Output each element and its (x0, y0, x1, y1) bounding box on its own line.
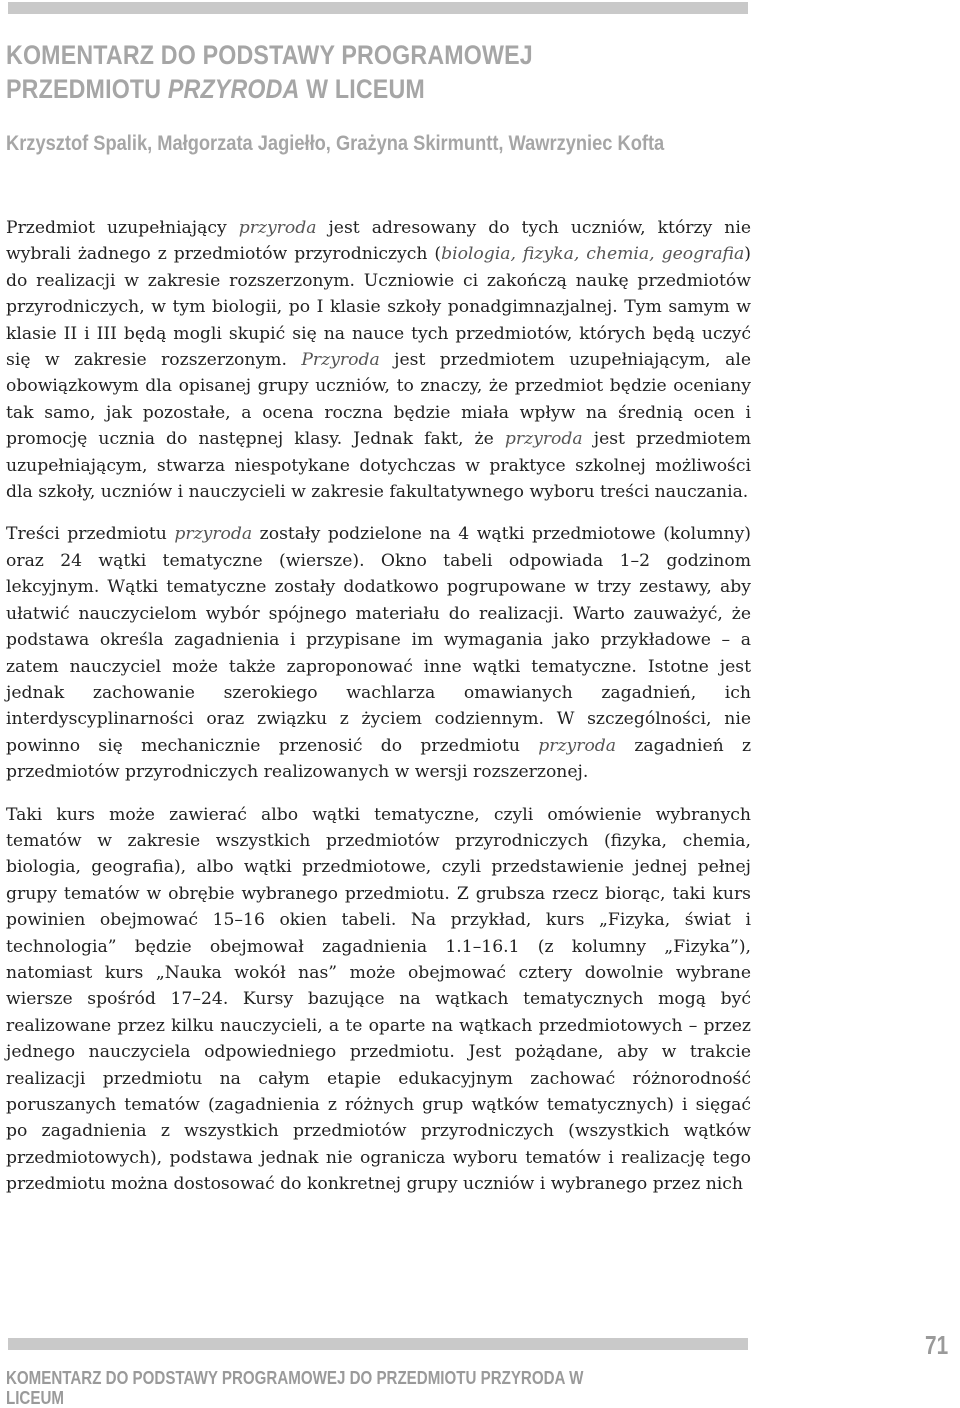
title-line-1: KOMENTARZ DO PODSTAWY PROGRAMOWEJ (6, 40, 533, 70)
authors: Krzysztof Spalik, Małgorzata Jagiełło, Grażyna Skirmuntt, Wawrzyniec Kofta (6, 132, 665, 155)
title-line-2: PRZEDMIOTU PRZYRODA W LICEUM (6, 74, 425, 104)
paragraph-3 (6, 802, 751, 1198)
text-run: Taki kurs może zawierać albo wątki tematyczne, czyli omówienie wybranych tematów w zakresie wszystkich przedmiotów przyrodniczych (fizyka, chemia, biologia, geografia), albo wątki przedmiotowe, czyli przedstawienie jednej pełnej grupy tematów w obrębie wybranego przedmiotu. Z grubsza rzecz biorąc, taki kurs powinien obejmować 15–16 okien tabeli. Na przykład, kurs „Fizyka, świat i technologia” będzie obejmował zagadnienia 1.1–16.1 (z kolumny „Fizyka”), natomiast kurs „Nauka wokół nas” może obejmować cztery dowolnie wybrane wiersze spośród 17–24. Kursy bazujące na wątkach tematycznych mogą być realizowane przez kilku nauczycieli, a te oparte na wątkach przedmiotowych – przez jednego nauczyciela odpowiedniego przedmiotu. Jest pożądane, aby w trakcie realizacji przedmiotu na całym etapie edukacyjnym zachować różnorodność poruszanych tematów (zagadnienia z różnych grup wątków tematycznych) i sięgać po zagadnienia z wszystkich przedmiotów przyrodniczych (wszystkich wątków przedmiotowych), podstawa jednak nie ogranicza wyboru tematów i realizację tego przedmiotu można dostosować do konkretnej grupy uczniów i wybranego przez nich (6, 804, 751, 1195)
paragraph-1 (6, 215, 751, 505)
italic-term: przyroda (238, 218, 317, 238)
page-title (6, 38, 660, 106)
italic-term: biologia, fizyka, chemia, geografia (441, 244, 745, 265)
italic-term: Przyroda (301, 350, 380, 371)
article-body (6, 215, 751, 1214)
text-run: Przedmiot uzupełniający (6, 218, 239, 238)
text-run: zagadnień z przedmiotów przyrodniczych realizowanych w wersji rozszerzonej. (6, 735, 752, 783)
paragraph-2 (6, 521, 751, 785)
bottom-rule (8, 1338, 748, 1350)
running-footer: KOMENTARZ DO PODSTAWY PROGRAMOWEJ DO PRZEDMIOTU PRZYRODA W LICEUM (6, 1368, 584, 1408)
text-run: zostały podzielone na 4 wątki przedmiotowe (kolumny) oraz 24 wątki tematyczne (wiersze). Okno tabeli odpowiada 1–2 godzinom lekcyjnym. Wątki tematyczne zostały dodatkowo pogrupowane w trzy zestawy, aby ułatwić nauczycielom wybór spójnego materiału do realizacji. Warto zauważyć, że podstawa określa zagadnienia i przypisane im wymagania jako przykładowe – a zatem nauczyciel może także zaproponować inne wątki tematyczne. Istotne jest jednak zachowanie szerokiego wachlarza omawianych zagadnień, ich interdyscyplinarności oraz związku z życiem codziennym. W szczególności, nie powinno się mechanicznie przenosić do przedmiotu (6, 524, 752, 756)
text-run: ) do realizacji w zakresie rozszerzonym. Uczniowie ci zakończą naukę przedmiotów przyrodniczych, w tym biologii, po I klasie szkoły ponadgimnazjalnej. Tym samym w klasie II i III będą mogli skupić się na nauce tych przedmiotów, których będą uczyć się w zakresie rozszerzonym. (6, 244, 751, 371)
italic-term: przyroda (174, 524, 253, 545)
italic-term: przyroda (504, 429, 583, 450)
top-rule (8, 2, 748, 14)
italic-term: przyroda (538, 735, 617, 756)
text-run: jest adresowany do tych uczniów, którzy nie wybrali żadnego z przedmiotów przyrodniczych ( (6, 218, 751, 265)
text-run: jest przedmiotem uzupełniającym, stwarza niespotykane dotychczas w praktyce szkolnej możliwości dla szkoły, uczniów i nauczycieli w zakresie fakultatywnego wyboru treści nauczania. (6, 429, 751, 503)
text-run: Treści przedmiotu (6, 524, 175, 545)
text-run: jest przedmiotem uzupełniającym, ale obowiązkowym dla opisanej grupy uczniów, to znaczy, że przedmiot będzie oceniany tak samo, jak pozostałe, a ocena roczna będzie miała wpływ na średnią ocen i promocję ucznia do następnej klasy. Jednak fakt, że (6, 350, 751, 450)
page-number: 71 (925, 1330, 949, 1360)
